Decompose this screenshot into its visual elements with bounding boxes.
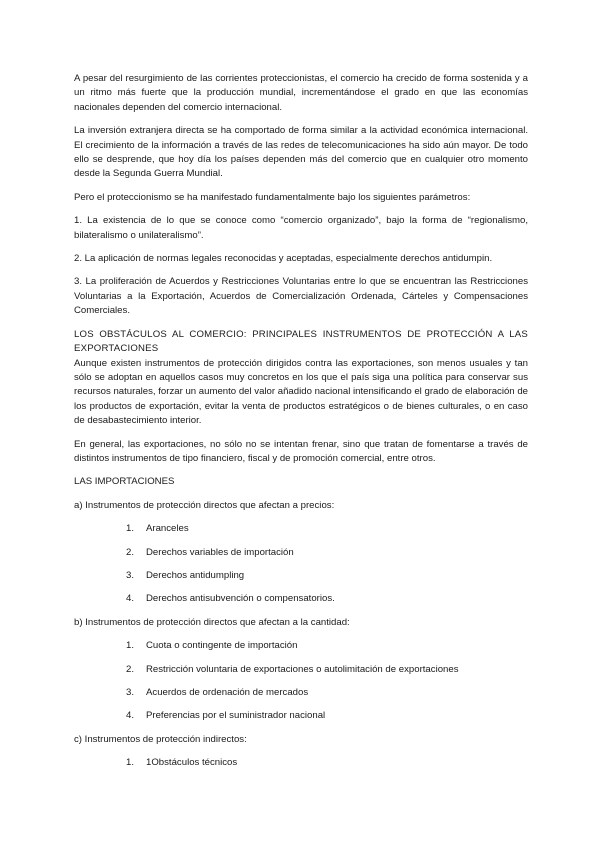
section-b-label: b) Instrumentos de protección directos que afectan a la cantidad: [74,616,350,628]
section-b-list [74,639,528,724]
list-item-text: Derechos antidumpling [146,569,245,581]
list-item-text: Restricción voluntaria de exportaciones o autolimitación de exportaciones [146,663,459,675]
list-number: 1. [126,640,135,652]
list-number: 4. [126,593,135,605]
paragraph-foreign-investment: La inversión extranjera directa se ha comportado de forma similar a la actividad económica internacional. El crecimiento de la información a través de las redes de telecomunicaciones ha sido aún mayor. De todo ello se desprende, que hoy día los países dependen más del comercio que en cualquier otro momento desde la Segunda Guerra Mundial. [74,125,528,180]
list-number: 3. [126,569,135,581]
list-item-text: Acuerdos de ordenación de mercados [146,687,309,698]
list-item [74,686,528,700]
section-c-label: c) Instrumentos de protección indirectos: [74,733,247,745]
list-number: 1. [126,757,135,769]
section-c-list [74,756,528,770]
paragraph-trade-growth: A pesar del resurgimiento de las corrientes proteccionistas, el comercio ha crecido de forma sostenida y a un ritmo más fuerte que la producción mundial, incrementándose el grado en que las economías nacionales dependen del comercio internacional. [74,73,528,113]
list-item [74,522,528,536]
list-number: 1. [126,523,135,535]
paragraph-parameter-1: 1. La existencia de lo que se conoce como “comercio organizado”, bajo la forma de “regionalismo, bilateralismo o unilateralismo”. [74,215,528,241]
list-number: 2. [126,663,135,675]
list-item [74,663,528,677]
list-item-text: Derechos variables de importación [146,546,294,558]
section-heading-imports: LAS IMPORTACIONES [74,476,175,488]
list-number: 4. [126,710,135,722]
list-item-text: Preferencias por el suministrador nacional [146,710,326,722]
document-body [74,72,528,780]
list-item [74,709,528,723]
paragraph-parameter-3: 3. La proliferación de Acuerdos y Restricciones Voluntarias entre lo que se encuentran las Restricciones Voluntarias a la Exportación, Acuerdos de Comercialización Ordenada, Cárteles y Compensaciones Comerciales. [74,276,528,317]
list-item [74,569,528,583]
paragraph-export-instruments: Aunque existen instrumentos de protección dirigidos contra las exportaciones, son menos usuales y tan sólo se adoptan en aquellos casos muy concretos en los que el país siga una política para conservar sus recursos naturales, forzar un aumento del valor añadido nacional intensificando el grado de elaboración de los productos de exportación, evitar la venta de productos estratégicos o de bienes culturales, o en caso de desabastecimiento interior. [74,357,528,427]
list-item [74,639,528,653]
paragraph-protectionism-intro: Pero el proteccionismo se ha manifestado fundamentalmente bajo los siguientes parámetros: [74,191,471,203]
list-number: 2. [126,546,135,558]
list-item-text: Cuota o contingente de importación [146,640,298,652]
list-item [74,546,528,560]
list-item-text: Aranceles [146,523,189,535]
list-item-text: Derechos antisubvención o compensatorios. [146,593,335,605]
paragraph-parameter-2: 2. La aplicación de normas legales reconocidas y aceptadas, especialmente derechos antidumpin. [74,253,493,265]
paragraph-export-promotion: En general, las exportaciones, no sólo no se intentan frenar, sino que tratan de fomentarse a través de distintos instrumentos de tipo financiero, fiscal y de promoción comercial, entre otros. [74,438,528,464]
list-item [74,756,528,770]
section-a-label: a) Instrumentos de protección directos que afectan a precios: [74,499,335,511]
section-a-list [74,522,528,607]
section-heading-exports: LOS OBSTÁCULOS AL COMERCIO: PRINCIPALES INSTRUMENTOS DE PROTECCIÓN A LAS EXPORTACIONES [74,328,528,355]
list-item-text: 1Obstáculos técnicos [146,757,238,769]
list-number: 3. [126,687,135,698]
list-item [74,592,528,606]
